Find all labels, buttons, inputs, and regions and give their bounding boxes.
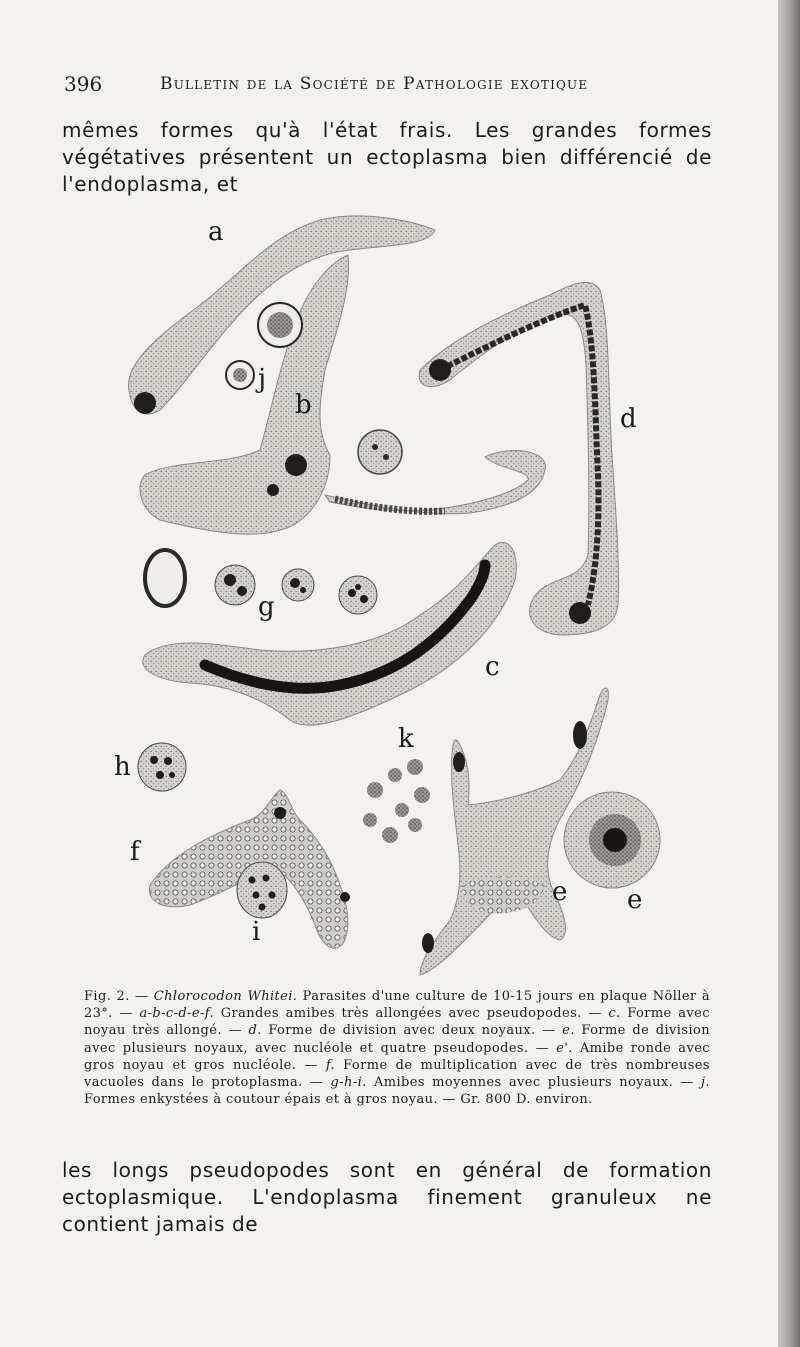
caption-text-6: Amibe ronde avec gros noyau et gros nucléole. — bbox=[84, 1040, 710, 1073]
nucleus-f-1 bbox=[274, 807, 286, 819]
cell-g-3 bbox=[339, 576, 377, 614]
label-i: i bbox=[252, 917, 261, 947]
page-header bbox=[64, 72, 714, 102]
amoeba-b bbox=[140, 255, 545, 534]
caption-label-f: f. bbox=[325, 1057, 336, 1073]
nucleus-e-3 bbox=[422, 933, 434, 953]
caption-species: Chlorocodon Whitei. bbox=[153, 989, 298, 1004]
nucleus-e-1 bbox=[453, 752, 465, 772]
caption-label-e-prime: e'. bbox=[556, 1040, 573, 1056]
fragments-k bbox=[363, 759, 430, 843]
paragraph-bottom: les longs pseudopodes sont en général de formation ectoplasmique. L'endoplasma finement granuleux ne contient jamais de bbox=[62, 1158, 712, 1236]
page-number: 396 bbox=[64, 72, 103, 96]
paragraph-top: mêmes formes qu'à l'état frais. Les grandes formes végétatives présentent un ectoplasma bien différencié de l'endoplasma, et bbox=[62, 118, 712, 196]
label-c: c bbox=[485, 652, 500, 682]
figure-amoebae-illustration bbox=[90, 195, 690, 985]
caption-text-7: Forme de multiplication avec de très nombreuses vacuoles dans le protoplasma. — bbox=[84, 1057, 710, 1091]
caption-fig-number: Fig. 2. — bbox=[84, 989, 149, 1004]
label-g: g bbox=[258, 592, 275, 622]
cell-h bbox=[138, 743, 186, 791]
caption-label-j: j. bbox=[701, 1075, 710, 1091]
cell-i bbox=[237, 862, 287, 918]
nucleus-d-top bbox=[429, 359, 451, 381]
caption-label-c: c. bbox=[608, 1006, 621, 1022]
running-head: Bulletin de la Société de Pathologie exotique bbox=[160, 74, 589, 94]
caption-text-3: Forme avec noyau très allongé. — bbox=[84, 1006, 710, 1039]
cell-g-1 bbox=[215, 565, 255, 605]
caption-label-abcdef: a-b-c-d-e-f. bbox=[139, 1006, 215, 1022]
cyst-j-small bbox=[226, 361, 254, 389]
page-edge-shadow bbox=[778, 0, 800, 1347]
label-b: b bbox=[295, 390, 312, 420]
amoeba-c bbox=[143, 542, 517, 725]
label-e-1: e bbox=[552, 877, 568, 907]
label-e-2: e bbox=[627, 885, 643, 915]
caption-label-e: e. bbox=[562, 1023, 575, 1039]
nucleus-e-2 bbox=[573, 721, 587, 749]
caption-label-ghi: g-h-i. bbox=[330, 1075, 367, 1091]
label-j: j bbox=[258, 364, 267, 394]
label-k: k bbox=[398, 724, 414, 754]
cyst-ring bbox=[145, 550, 185, 606]
cell-g-2 bbox=[282, 569, 314, 601]
caption-text-4: Forme de division avec deux noyaux. — bbox=[268, 1023, 556, 1039]
caption-text-5: Forme de division avec plusieurs noyaux, avec nucléole et quatre pseudopodes. — bbox=[84, 1023, 710, 1056]
cell-round-mid bbox=[358, 430, 402, 474]
amoeba-e-prime bbox=[564, 792, 660, 888]
caption-text-2: Grandes amibes très allongées avec pseudopodes. — bbox=[220, 1006, 602, 1022]
caption-label-d: d. bbox=[248, 1023, 262, 1039]
nucleus-b-small bbox=[267, 484, 279, 496]
figure-caption bbox=[84, 988, 710, 1108]
label-a: a bbox=[208, 217, 224, 247]
nucleus-d-bottom bbox=[569, 602, 591, 624]
nucleus-f-2 bbox=[340, 892, 350, 902]
caption-text-9: Formes enkystées à coutour épais et à gros noyau. — Gr. 800 D. environ. bbox=[84, 1092, 593, 1108]
label-f: f bbox=[130, 837, 140, 867]
nucleus-a bbox=[134, 392, 156, 414]
nucleus-b-large bbox=[285, 454, 307, 476]
cyst-j-large bbox=[258, 303, 302, 347]
caption-text-8: Amibes moyennes avec plusieurs noyaux. — bbox=[373, 1075, 694, 1091]
caption-text-1: Parasites d'une culture de 10-15 jours en plaque Nöller à 23°. — bbox=[84, 989, 710, 1022]
label-h: h bbox=[114, 752, 131, 782]
label-d: d bbox=[620, 404, 637, 434]
